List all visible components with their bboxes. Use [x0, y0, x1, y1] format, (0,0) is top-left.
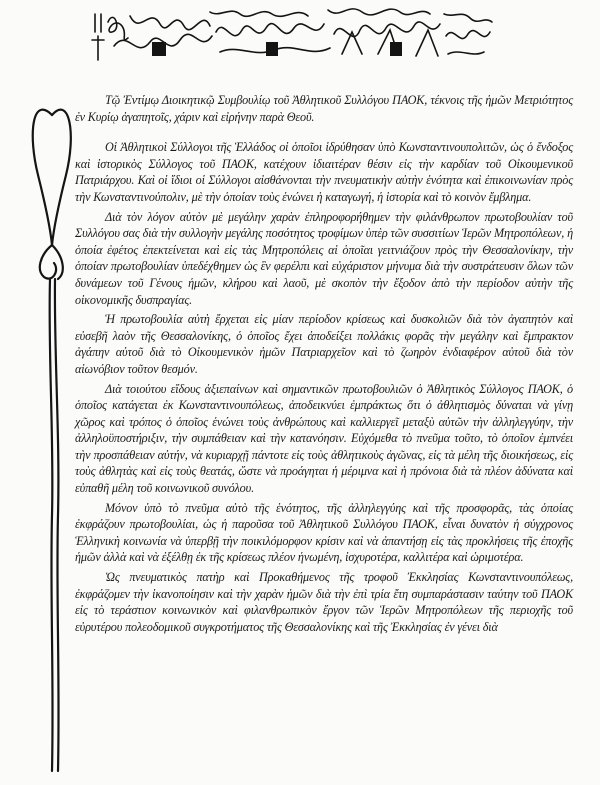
paragraph: Διὰ τὸν λόγον αὐτὸν μὲ μεγάλην χαρὰν ἐπληροφορήθημεν τὴν φιλάνθρωπον πρωτοβουλίαν τοῦ Συλλόγου σας διὰ τὴν συλλογὴν μεγάλης ποσότητος τροφίμων ὑπὲρ τῶν συσσιτίων Ἱερῶν Μητροπόλεων, ἡ ὁποία ἐφέτος ἐπεκτείνεται καὶ εἰς τὰς Μητροπόλεις αἱ ὁποῖαι γειτνιάζουν πρὸς τὴν Θεσσαλονίκην, τὴν ὁποίαν πρωτοβουλίαν ὑπεδέχθημεν ὡς ἓν φερέλπι καὶ εὐχάριστον μήνυμα διὰ τὴν συστράτευσιν ὅλων τῶν δυνάμεων τοῦ Γένους ἡμῶν, κλήρου καὶ λαοῦ, μὲ σκοπὸν τὴν ἔξοδον ἀπὸ τὴν περίοδον αὐτὴν τῆς οἰκονομικῆς δυσπραγίας. [75, 209, 573, 307]
paragraph: Ὡς πνευματικὸς πατὴρ καὶ Προκαθήμενος τῆς τροφοῦ Ἐκκλησίας Κωνσταντινουπόλεως, ἐκφράζομεν τὴν ἱκανοποίησιν καὶ τὴν χαρὰν ἡμῶν διὰ τὴν ἐπὶ τρία ἔτη συμπαράστασιν ταύτην τοῦ ΠΑΟΚ εἰς τὸ τεράστιον κοινωνικὸν καὶ φιλανθρωπικὸν ἔργον τῶν Ἱερῶν Μητροπόλεων τῆς περιοχῆς τοῦ εὐρυτέρου πολεοδομικοῦ συγκροτήματος τῆς Θεσσαλονίκης καὶ τῆς Ἐκκλησίας ἐν γένει διὰ [75, 570, 573, 634]
paragraph: Οἱ Ἀθλητικοὶ Σύλλογοι τῆς Ἑλλάδος οἱ ὁποῖοι ἱδρύθησαν ὑπὸ Κωνσταντινουπολιτῶν, ὡς ὁ ἔνδοξος καὶ ἱστορικὸς Σύλλογος τοῦ ΠΑΟΚ, κατέχουν ἰδιαιτέραν θέσιν εἰς τὴν καρδίαν τοῦ Οἰκουμενικοῦ Πατριάρχου. Καὶ οἱ ἴδιοι οἱ Σύλλογοι αἰσθάνονται τὴν πνευματικὴν αὐτὴν ἑνότητα καὶ ἐπικοινωνίαν πρὸς τὴν Κωνσταντινούπολιν, μὲ τὴν ὁποίαν τοὺς ἑνώνει ἡ καταγωγή, ἡ ἱστορία καὶ τὸ κοινὸν ἔμβλημα. [75, 140, 573, 204]
paragraph: Διὰ τοιούτου εἴδους ἀξιεπαίνων καὶ σημαντικῶν πρωτοβουλιῶν ὁ Ἀθλητικὸς Σύλλογος ΠΑΟΚ, ὁ ὁποῖος κατάγεται ἐκ Κωνσταντινουπόλεως, ἀποδεικνύει ἐμπράκτως ὅτι ὁ ἀθλητισμὸς δύναται νὰ γίνῃ χῶρος καὶ τρόπος ὁ ὁποῖος ἑνώνει τοὺς ἀνθρώπους καὶ καλλιεργεῖ μεταξὺ αὐτῶν τὴν ἀλληλεγγύην, τὴν ἀλληλοϋποστήριξιν, τὴν συμπάθειαν καὶ τὴν κατανόησιν. Εὐχόμεθα τὸ πνεῦμα τοῦτο, τὸ ὁποῖον ἐμπνέει τὴν προσπάθειαν αὐτήν, νὰ κυριαρχῇ πάντοτε εἰς τοὺς ἀθλητικοὺς ἀγῶνας, εἰς τὰ μέλη τῆς διοικήσεως, εἰς τοὺς ἀθλητὰς καὶ εἰς τοὺς θεατάς, ὥστε νὰ προάγηται ἡ μέριμνα καὶ ἡ πρόνοια διὰ τὰ πλέον ἀδύνατα καὶ εὐπαθῆ μέλη τοῦ κοινωνικοῦ συνόλου. [75, 381, 573, 496]
patriarch-signature [90, 2, 500, 62]
salutation: Τῷ Ἐντίμῳ Διοικητικῷ Συμβουλίῳ τοῦ Ἀθλητικοῦ Συλλόγου ΠΑΟΚ, τέκνοις τῆς ἡμῶν Μετριότητος ἐν Κυρίῳ ἀγαπητοῖς, χάριν καὶ εἰρήνην παρὰ Θεοῦ. [75, 93, 573, 124]
paragraph: Μόνον ὑπὸ τὸ πνεῦμα αὐτὸ τῆς ἑνότητος, τῆς ἀλληλεγγύης καὶ τῆς προσφορᾶς, τὰς ὁποίας ἐκφράζουν πρωτοβουλίαι, ὡς ἡ παροῦσα τοῦ Ἀθλητικοῦ Συλλόγου ΠΑΟΚ, εἶναι δυνατὸν ἡ σύγχρονος Ἑλληνικὴ κοινωνία νὰ ὑπερβῇ τὴν ποικιλόμορφον κρίσιν καὶ νὰ ἀπαντήσῃ εἰς τὰς προκλήσεις τῆς ἐποχῆς ἡμῶν ἀλλὰ καὶ νὰ ἐξέλθῃ ἐκ τῆς κρίσεως πλέον ἡνωμένη, ἰσχυροτέρα, καλλιτέρα καὶ ὡριμοτέρα. [75, 500, 573, 565]
letter-body [75, 92, 573, 638]
paragraph: Ἡ πρωτοβουλία αὐτὴ ἔρχεται εἰς μίαν περίοδον κρίσεως καὶ δυσκολιῶν διὰ τὸν ἀγαπητὸν καὶ εὐσεβῆ λαὸν τῆς Θεσσαλονίκης, ὁ ὁποῖος ἔχει ἀποδείξει πολλάκις φορᾶς τὴν μεγάλην καὶ ἔμπρακτον ἀγάπην αὐτοῦ διὰ τὸ Οἰκουμενικὸν ἡμῶν Πατριαρχεῖον καὶ τὸ ζωηρὸν ἐνδιαφέρον αὐτοῦ διὰ τὸν αἰωνόβιον τοῦτον θεσμόν. [75, 312, 573, 376]
